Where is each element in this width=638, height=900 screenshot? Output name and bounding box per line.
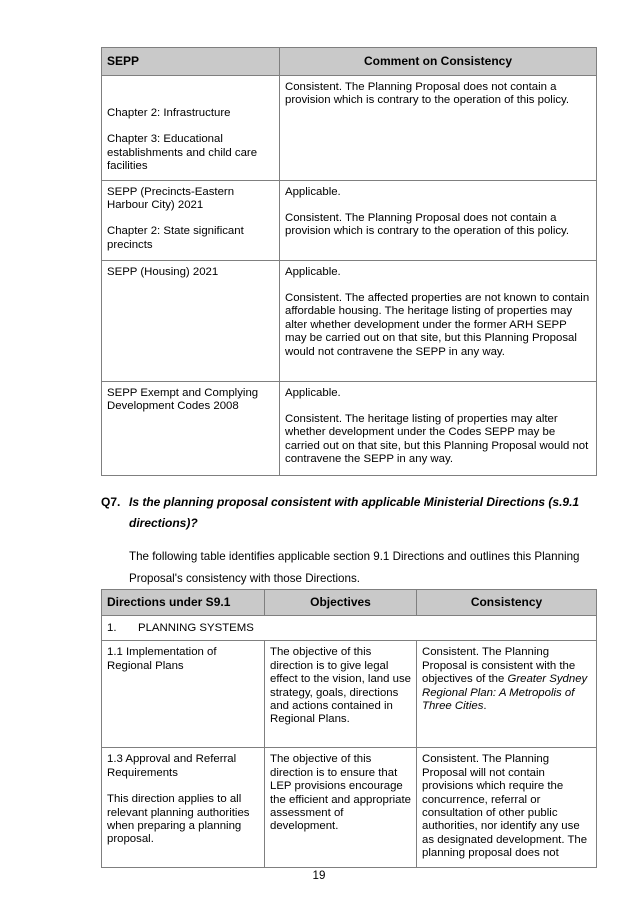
table-row	[102, 260, 597, 381]
table-row	[102, 641, 597, 748]
question-heading	[101, 492, 596, 534]
sepp-cell	[102, 180, 280, 260]
cell-text: Applicable.	[285, 265, 341, 278]
sepp-consistency-table	[101, 47, 597, 476]
page-number: 19	[312, 869, 326, 882]
consistency-cell	[417, 641, 597, 748]
cell-text: Consistent. The heritage listing of properties may alter whether development under the Codes SEPP may be carried out on that site, but this Planning Proposal would not contravene the SEPP in any way.	[285, 413, 589, 466]
cell-text: Chapter 2: Infrastructure	[107, 107, 231, 119]
cell-text: Consistent. The Planning Proposal does not contain a provision which is contrary to the operation of this policy.	[285, 81, 570, 107]
intro-paragraph: The following table identifies applicable section 9.1 Directions and outlines this Planning Proposal's consistency with those Directions.	[129, 550, 580, 585]
directions-table	[101, 589, 597, 868]
cell-text: 1.1 Implementation of Regional Plans	[107, 646, 217, 672]
direction-cell	[102, 748, 265, 868]
header-sepp: SEPP	[102, 48, 280, 76]
cell-text	[107, 81, 274, 94]
cell-text: Consistent. The Planning Proposal does not contain a provision which is contrary to the operation of this policy.	[285, 212, 570, 238]
table-header-row	[102, 590, 597, 616]
plan-name: Greater Sydney Regional Plan: A Metropolis of Three Cities	[422, 673, 588, 713]
cell-text: Applicable.	[285, 185, 341, 198]
cell-text: SEPP Exempt and Complying Development Codes 2008	[107, 386, 259, 413]
objective-cell	[265, 641, 417, 748]
objective-cell	[265, 748, 417, 868]
comment-cell	[280, 260, 597, 381]
header-comment: Comment on Consistency	[280, 48, 597, 76]
cell-text: SEPP (Precincts-Eastern Harbour City) 2021	[107, 185, 235, 212]
header-directions: Directions under S9.1	[102, 590, 265, 616]
cell-text: SEPP (Housing) 2021	[107, 265, 219, 278]
section-cell	[102, 616, 597, 641]
cell-text: Consistent. The Planning Proposal will not contain provisions which require the concurrence, referral or consultation of other public authorities, nor identify any use as designated development. The planning proposal does not	[422, 753, 588, 860]
section-row	[102, 616, 597, 641]
table-row	[102, 748, 597, 868]
cell-text: The objective of this direction is to give legal effect to the vision, land use strategy, goals, directions and actions contained in Regional Plans.	[270, 646, 411, 726]
cell-text: Consistent. The affected properties are not known to contain affordable housing. The heritage listing of properties may alter whether development under the former ARH SEPP may be carried out on that site, but this Planning Proposal would not contravene the SEPP in any way.	[285, 292, 590, 358]
comment-cell	[280, 180, 597, 260]
header-objectives: Objectives	[265, 590, 417, 616]
sepp-cell	[102, 76, 280, 181]
consistency-cell	[417, 748, 597, 868]
sepp-cell	[102, 260, 280, 381]
consistency-text: Consistent. The Planning Proposal is consistent with the objectives of the	[422, 646, 576, 686]
sepp-cell	[102, 381, 280, 475]
section-title: PLANNING SYSTEMS	[138, 622, 254, 634]
question-text: Is the planning proposal consistent with applicable Ministerial Directions (s.9.1 directions)?	[129, 495, 580, 530]
comment-cell	[280, 76, 597, 181]
section-number: 1.	[107, 622, 117, 634]
cell-text: This direction applies to all relevant planning authorities when preparing a planning proposal.	[107, 793, 250, 846]
header-consistency: Consistency	[417, 590, 597, 616]
comment-cell	[280, 381, 597, 475]
consistency-text-end: .	[483, 700, 487, 713]
direction-cell	[102, 641, 265, 748]
table-row	[102, 180, 597, 260]
cell-text	[422, 646, 591, 713]
question-number: Q7.	[101, 495, 121, 509]
cell-text: The objective of this direction is to ensure that LEP provisions encourage the efficient and appropriate assessment of development.	[270, 753, 412, 833]
table-header-row	[102, 48, 597, 76]
cell-text: Chapter 2: State significant precincts	[107, 225, 244, 251]
table-row	[102, 76, 597, 181]
cell-text: Applicable.	[285, 386, 341, 399]
cell-text: Chapter 3: Educational establishments and child care facilities	[107, 133, 258, 173]
table-row	[102, 381, 597, 475]
cell-text: 1.3 Approval and Referral Requirements	[107, 753, 237, 779]
